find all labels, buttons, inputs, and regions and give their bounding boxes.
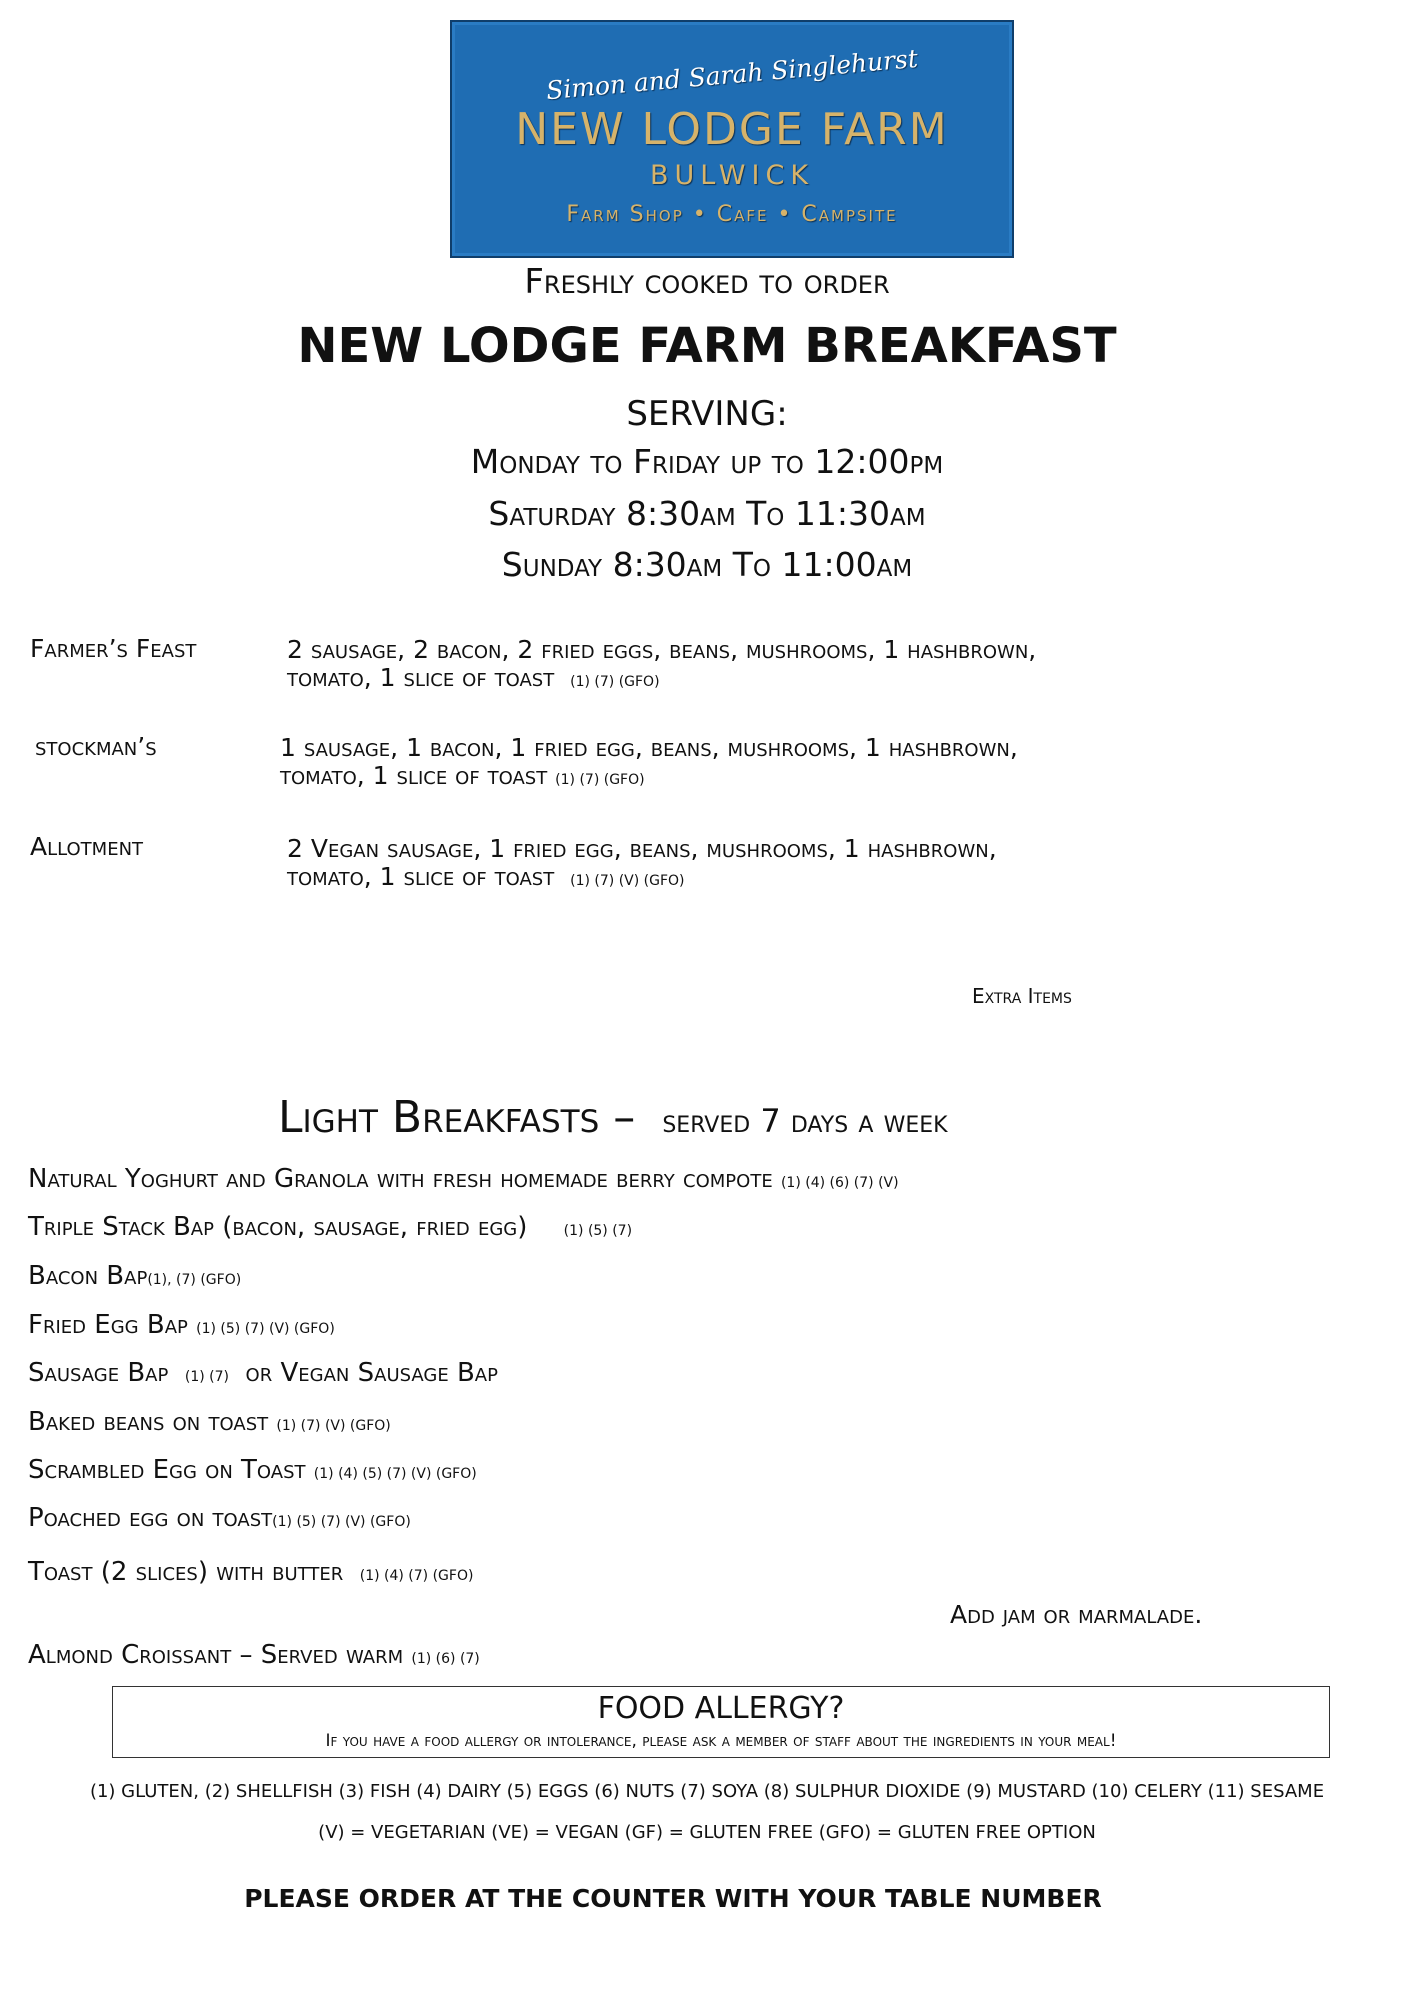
breakfast-desc-line (280, 762, 1180, 794)
allergy-title: FOOD ALLERGY? (597, 1691, 845, 1726)
light-item-name: Toast (2 slices) with butter (28, 1557, 344, 1587)
light-item-name: Triple Stack Bap (bacon, sausage, fried egg) (28, 1212, 528, 1242)
logo-farm-name: NEW LODGE FARM (515, 104, 949, 155)
breakfast-desc-text: tomato, 1 slice of toast (287, 862, 555, 891)
allergen-codes: (1) (7) (GFO) (555, 772, 645, 788)
breakfast-list (0, 630, 1414, 910)
allergen-codes: (1), (7) (GFO) (147, 1272, 242, 1288)
breakfast-desc-line: 2 sausage, 2 bacon, 2 fried eggs, beans, mushrooms, 1 hashbrown, (287, 635, 1037, 664)
light-item (28, 1261, 241, 1291)
breakfast-desc-text: tomato, 1 slice of toast (287, 663, 555, 692)
hours-weekday: Monday to Friday up to 12:00pm (470, 442, 944, 481)
menu-subtitle: Freshly cooked to order (524, 262, 890, 302)
light-item-name: Baked beans on toast (28, 1407, 269, 1437)
light-item-name: Bacon Bap (28, 1261, 148, 1291)
hours-sunday: Sunday 8:30am To 11:00am (501, 545, 913, 584)
light-item-name: Fried Egg Bap (28, 1310, 188, 1340)
light-item-name: Sausage Bap (28, 1358, 169, 1388)
breakfast-desc-line (287, 863, 1187, 895)
diet-key: (V) = VEGETARIAN (VE) = VEGAN (GF) = GLUTEN FREE (GFO) = GLUTEN FREE OPTION (318, 1822, 1096, 1843)
extra-items-label: Extra Items (972, 984, 1072, 1008)
light-item (28, 1358, 498, 1388)
farm-logo (450, 20, 1014, 258)
logo-owners-script: Simon and Sarah Singlehurst (545, 43, 919, 106)
light-item-name: Poached egg on toast (28, 1503, 273, 1533)
light-breakfasts-heading (278, 1092, 948, 1143)
breakfast-name: Farmer’s Feast (30, 634, 197, 663)
breakfast-name: Allotment (30, 832, 144, 861)
light-item-name: Scrambled Egg on Toast (28, 1455, 306, 1485)
breakfast-description (287, 636, 1187, 696)
allergen-codes: (1) (7) (V) (GFO) (276, 1418, 391, 1434)
light-item (28, 1557, 473, 1587)
light-item (28, 1503, 411, 1533)
menu-title: NEW LODGE FARM BREAKFAST (297, 318, 1117, 374)
hours-saturday: Saturday 8:30am To 11:30am (488, 494, 926, 533)
allergen-key: (1) GLUTEN, (2) SHELLFISH (3) FISH (4) DAIRY (5) EGGS (6) NUTS (7) SOYA (8) SULPHUR DIOXIDE (9) MUSTARD (10) CELERY (11) SESAME (89, 1781, 1325, 1802)
order-instructions: PLEASE ORDER AT THE COUNTER WITH YOUR TABLE NUMBER (244, 1884, 1102, 1913)
breakfast-description (287, 835, 1187, 895)
breakfast-desc-line: 2 Vegan sausage, 1 fried egg, beans, mushrooms, 1 hashbrown, (287, 834, 997, 863)
allergen-codes: (1) (7) (V) (GFO) (570, 873, 685, 889)
breakfast-desc-text: tomato, 1 slice of toast (280, 761, 548, 790)
light-item-alternative: or Vegan Sausage Bap (245, 1358, 498, 1388)
logo-tagline: Farm Shop • Cafe • Campsite (566, 202, 898, 227)
breakfast-description (280, 734, 1180, 794)
allergen-codes: (1) (4) (6) (7) (V) (780, 1175, 899, 1191)
breakfast-desc-line (287, 664, 1187, 696)
serving-label: SERVING: (626, 394, 788, 434)
light-breakfasts-subtitle: served 7 days a week (662, 1102, 948, 1140)
light-item (28, 1455, 477, 1485)
allergen-codes: (1) (7) (184, 1369, 229, 1385)
light-item-name: Natural Yoghurt and Granola with fresh homemade berry compote (28, 1164, 773, 1194)
allergen-codes: (1) (5) (7) (563, 1223, 633, 1239)
light-item-name: Almond Croissant – Served warm (28, 1640, 404, 1670)
allergen-codes: (1) (4) (7) (GFO) (359, 1568, 474, 1584)
allergy-text: If you have a food allergy or intolerance, please ask a member of staff about the ingredients in your meal! (325, 1731, 1117, 1751)
light-item (28, 1640, 480, 1670)
allergen-codes: (1) (6) (7) (411, 1651, 480, 1667)
light-item (28, 1407, 391, 1437)
breakfast-desc-line: 1 sausage, 1 bacon, 1 fried egg, beans, mushrooms, 1 hashbrown, (280, 733, 1018, 762)
breakfast-name: stockman’s (35, 732, 157, 761)
allergen-codes: (1) (4) (5) (7) (V) (GFO) (313, 1466, 477, 1482)
jam-note: Add jam or marmalade. (950, 1600, 1203, 1629)
allergen-codes: (1) (5) (7) (V) (GFO) (196, 1321, 335, 1337)
allergen-codes: (1) (7) (GFO) (570, 674, 660, 690)
light-item (28, 1164, 899, 1194)
logo-town: BULWICK (649, 160, 815, 191)
allergy-notice-box (112, 1686, 1330, 1758)
allergen-codes: (1) (5) (7) (V) (GFO) (272, 1514, 411, 1530)
light-breakfasts-title: Light Breakfasts – (278, 1092, 636, 1143)
light-item (28, 1310, 335, 1340)
light-item (28, 1212, 632, 1242)
